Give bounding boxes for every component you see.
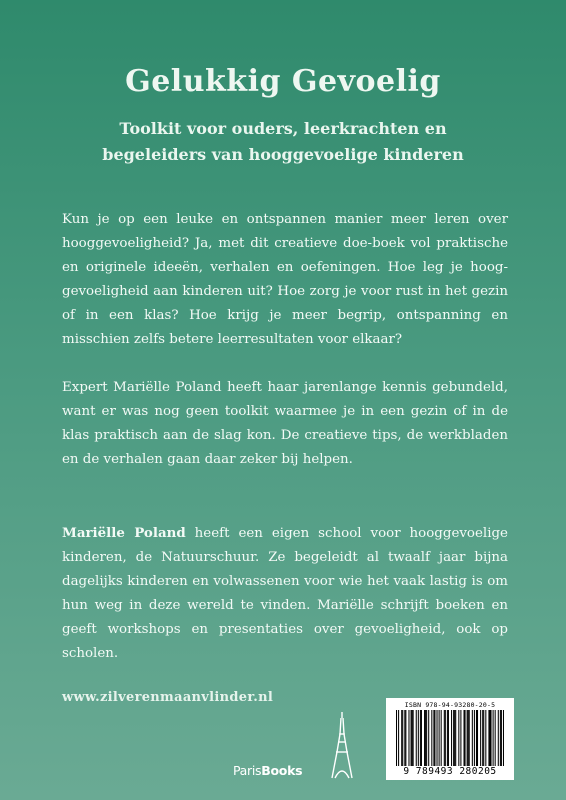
barcode-bar (464, 710, 465, 766)
book-subtitle (0, 116, 566, 168)
barcode-bar (444, 710, 445, 766)
barcode-bar (428, 710, 429, 766)
barcode-bar (431, 710, 432, 766)
subtitle-line-2: begeleiders van hooggevoelige kinderen (102, 145, 464, 164)
barcode-bar (458, 710, 459, 766)
isbn-digits: 9 789493 280205 (403, 766, 497, 777)
barcode-bar (441, 710, 442, 766)
eiffel-tower-icon (329, 712, 355, 780)
barcode-bar (420, 710, 421, 766)
website-url: www.zilverenmaanvlinder.nl (62, 690, 274, 705)
barcode-bar (503, 710, 504, 766)
barcode-bar (455, 710, 456, 766)
isbn-label: ISBN 978-94-93280-20-5 (404, 701, 496, 709)
barcode-bar (476, 710, 477, 766)
barcode-bar (472, 710, 473, 766)
barcode-bar (489, 710, 490, 766)
barcode-bars (396, 710, 504, 766)
barcode-bar (426, 710, 427, 766)
barcode-bar (465, 710, 466, 766)
barcode-bar (433, 710, 434, 766)
barcode-bar (469, 710, 470, 766)
barcode-bar (460, 710, 461, 766)
barcode-bar (413, 710, 414, 766)
barcode-bar (402, 710, 403, 766)
barcode-bar (500, 710, 501, 766)
barcode-bar (495, 710, 496, 766)
barcode-bar (434, 710, 435, 766)
barcode-bar (498, 710, 499, 766)
subtitle-line-1: Toolkit voor ouders, leerkrachten en (119, 119, 447, 138)
author-bio-text: heeft een eigen school voor hooggevoelige kinderen, de Natuurschuur. Ze begeleidt al twaalf jaar bijna dagelijks kinderen en volwassenen voor wie het vaak lastig is om hun weg in deze wereld te vinden. Mariëlle schrijft boeken en geeft workshops en presentaties over gevoeligheid, ook op scholen. (62, 526, 508, 661)
barcode-bar (485, 710, 486, 766)
barcode-bar (416, 710, 417, 766)
barcode-bar (412, 710, 413, 766)
barcode-bar (480, 710, 481, 766)
barcode-bar (483, 710, 484, 766)
barcode-bar (467, 710, 468, 766)
barcode-bar (425, 710, 426, 766)
blurb-paragraph-2: Expert Mariëlle Poland heeft haar jarenlange kennis gebundeld, want er was nog geen toolkit waarmee je in een gezin of in de klas praktisch aan de slag kon. De creatieve tips, de werkbladen en de verhalen gaan daar zeker bij helpen. (62, 380, 508, 467)
barcode-bar (447, 710, 448, 766)
barcode-bar (421, 710, 422, 766)
barcode-bar (482, 710, 483, 766)
publisher-name: ParisBooks (233, 763, 303, 778)
barcode-bar (418, 710, 419, 766)
author-name: Mariëlle Poland (62, 525, 186, 541)
barcode-bar (396, 710, 397, 766)
barcode-bar (404, 710, 405, 766)
barcode-bar (445, 710, 446, 766)
barcode-bar (439, 710, 440, 766)
barcode-bar (477, 710, 478, 766)
barcode-bar (488, 710, 489, 766)
barcode-bar (468, 710, 469, 766)
barcode-bar (451, 710, 452, 766)
book-title: Gelukkig Gevoelig (125, 64, 441, 99)
barcode-bar (454, 710, 455, 766)
barcode-bar (448, 710, 449, 766)
barcode-bar (405, 710, 406, 766)
barcode-bar (491, 710, 492, 766)
author-bio (62, 521, 508, 666)
publisher-logo (233, 712, 378, 782)
barcode-bar (411, 710, 412, 766)
barcode-bar (493, 710, 494, 766)
barcode-bar (398, 710, 399, 766)
blurb-paragraph-1: Kun je op een leuke en ontspannen manier meer leren over hooggevoeligheid? Ja, met dit creatieve doe-boek vol praktische en originele ideeën, verhalen en oefeningen. Hoe leg je hooggevoeligheid aan kinderen uit? Hoe zorg je voor rust in het gezin of in een klas? Hoe krijg je meer begrip, ontspanning en misschien zelfs betere leerresultaten voor elkaar? (62, 212, 508, 347)
isbn-barcode (386, 698, 514, 780)
barcode-bar (401, 710, 402, 766)
barcode-bar (408, 710, 409, 766)
barcode-bar (437, 710, 438, 766)
barcode-bar (453, 710, 454, 766)
barcode-bar (474, 710, 475, 766)
barcode-bar (424, 710, 425, 766)
barcode-bar (501, 710, 502, 766)
